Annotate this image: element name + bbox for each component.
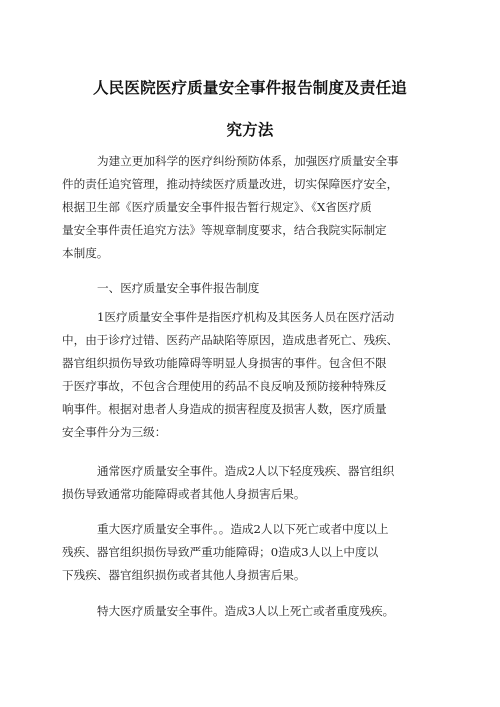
paragraph-definition-line-6: 安全事件分为三级： (62, 425, 167, 439)
document-title-line-2: 究方法 (226, 121, 274, 139)
paragraph-definition-line-4: 于医疗事故，不包含合理使用的药品不良反响及预防接种特殊反 (62, 379, 387, 393)
paragraph-definition-line-3: 器官组织损伤导致功能障碍等明显人身损害的事件。包含但不限 (62, 356, 387, 370)
paragraph-definition-line-5: 响事件。根据对患者人身造成的损害程度及损害人数，医疗质量 (62, 402, 387, 416)
paragraph-intro-line-5: 本制度。 (62, 246, 109, 260)
paragraph-critical-event-line-1: 特大医疗质量安全事件。造成3人以上死亡或者重度残疾。 (97, 604, 395, 618)
paragraph-intro-line-3: 根据卫生部《医疗质量安全事件报告暂行规定》、《X省医疗质 (62, 200, 372, 214)
paragraph-major-event-line-1: 重大医疗质量安全事件。。造成2人以下死亡或者中度以上 (97, 522, 389, 536)
paragraph-definition-line-1: 1医疗质量安全事件是指医疗机构及其医务人员在医疗活动 (97, 310, 395, 324)
paragraph-major-event-line-3: 下残疾、器官组织损伤或者其他人身损害后果。 (62, 568, 306, 582)
paragraph-general-event-line-2: 损伤导致通常功能障碍或者其他人身损害后果。 (62, 487, 306, 501)
paragraph-intro-line-2: 件的责任追究管理，推动持续医疗质量改进，切实保障医疗安全， (62, 177, 399, 191)
paragraph-general-event-line-1: 通常医疗质量安全事件。造成2人以下轻度残疾、器官组织 (97, 464, 395, 478)
paragraph-definition-line-2: 中，由于诊疗过错、医药产品缺陷等原因，造成患者死亡、残疾、 (62, 333, 399, 347)
paragraph-intro-line-1: 为建立更加科学的医疗纠纷预防体系，加强医疗质量安全事 (97, 154, 399, 168)
document-title-line-1: 人民医院医疗质量安全事件报告制度及责任追 (92, 79, 407, 97)
section-heading-1: 一、医疗质量安全事件报告制度 (97, 281, 260, 295)
paragraph-major-event-line-2: 残疾、器官组织损伤导致严重功能障碍；0造成3人以上中度以 (62, 545, 379, 559)
paragraph-intro-line-4: 量安全事件责任追究方法》等规章制度要求，结合我院实际制定 (62, 223, 387, 237)
